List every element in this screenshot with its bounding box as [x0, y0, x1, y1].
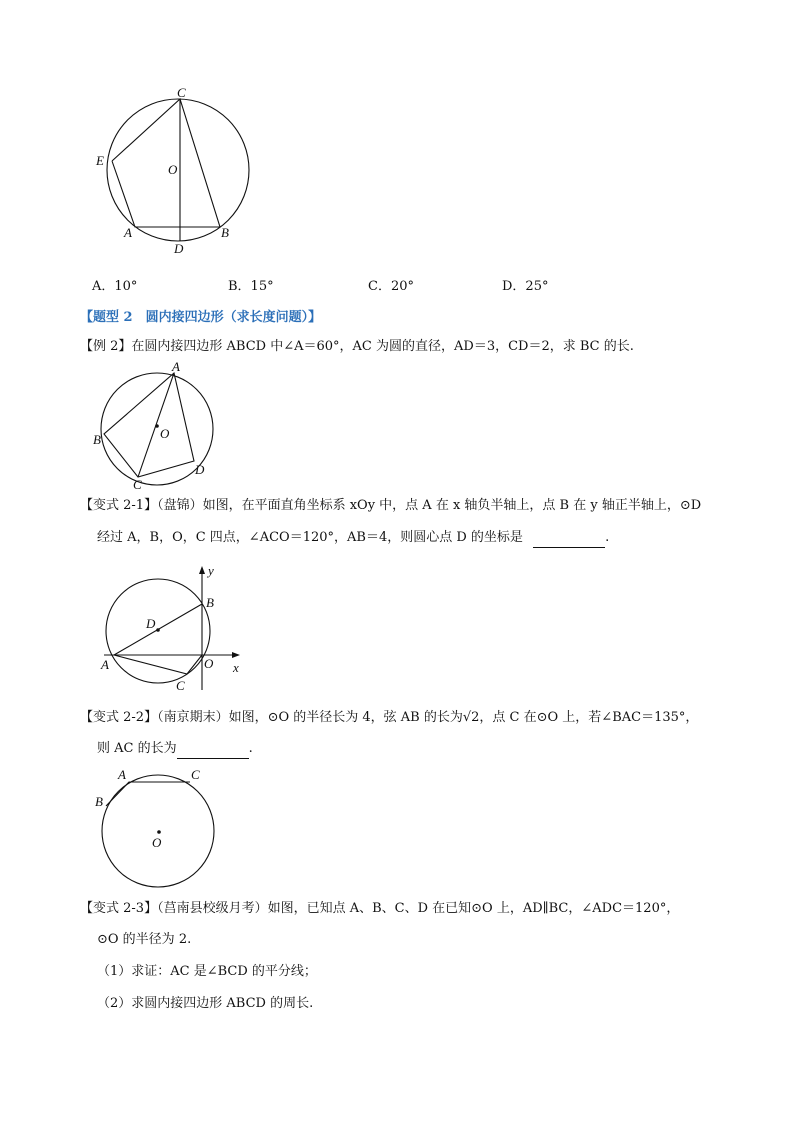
label-O: O — [160, 426, 170, 441]
label-O: O — [204, 656, 214, 671]
variant-2-3-line-2: ⊙O 的半径为 2. — [97, 932, 192, 947]
label-A: A — [172, 360, 180, 374]
choice-b: B．15° — [228, 279, 274, 294]
figure-4-circle-chords — [92, 764, 222, 889]
variant-2-2-period: . — [248, 741, 253, 756]
label-B: B — [95, 794, 103, 809]
figure-1-circle-pentagon — [90, 85, 260, 260]
label-C: C — [191, 767, 200, 782]
label-A: A — [124, 225, 132, 240]
section-title: 【题型 2 圆内接四边形（求长度问题）】 — [80, 310, 322, 325]
label-C: C — [177, 85, 186, 100]
variant-2-1-line-2-text: 经过 A，B，O，C 四点，∠ACO＝120°，AB＝4，则圆心点 D 的坐标是 — [97, 530, 523, 545]
label-C: C — [176, 678, 185, 693]
label-A: A — [118, 767, 126, 782]
label-y: y — [208, 563, 214, 578]
label-B: B — [206, 595, 214, 610]
label-A: A — [101, 657, 109, 672]
choice-d: D．25° — [502, 279, 549, 294]
variant-2-3-line-1: 【变式 2-3】（莒南县校级月考）如图，已知点 A、B、C、D 在已知⊙O 上，AD∥BC，∠ADC＝120°， — [80, 901, 680, 916]
answer-blank-2-1[interactable] — [533, 533, 605, 548]
chords-BAC — [106, 782, 190, 806]
label-O: O — [152, 835, 162, 850]
label-E: E — [96, 153, 104, 168]
variant-2-2-line-2 — [97, 739, 253, 759]
center-dot-O — [157, 830, 161, 834]
y-axis-arrow — [199, 566, 205, 574]
figure-3-coordinate-circle — [90, 562, 250, 694]
variant-2-3-question-1: （1）求证：AC 是∠BCD 的平分线； — [97, 964, 317, 979]
chords-ACO — [114, 655, 202, 674]
label-D: D — [195, 462, 205, 477]
label-D: D — [146, 616, 156, 631]
label-B: B — [221, 225, 229, 240]
x-axis-arrow — [232, 652, 240, 658]
variant-2-2-line-1: 【变式 2-2】（南京期末）如图，⊙O 的半径长为 4，弦 AB 的长为√2，点 C 在⊙O 上，若∠BAC＝135°， — [80, 710, 699, 725]
choice-a: A．10° — [92, 279, 138, 294]
example-2-text: 【例 2】在圆内接四边形 ABCD 中∠A＝60°，AC 为圆的直径，AD＝3，CD＝2，求 BC 的长. — [80, 339, 634, 354]
pentagon-ECBAE — [112, 99, 220, 227]
variant-2-1-line-1: 【变式 2-1】（盘锦）如图，在平面直角坐标系 xOy 中，点 A 在 x 轴负半轴上，点 B 在 y 轴正半轴上，⊙D — [80, 498, 702, 513]
answer-blank-2-2[interactable] — [177, 744, 249, 759]
label-x: x — [233, 660, 239, 675]
label-O: O — [168, 162, 178, 177]
center-dot-D — [156, 628, 160, 632]
label-D: D — [174, 241, 184, 256]
variant-2-1-period: . — [605, 530, 610, 545]
variant-2-2-line-2-text: 则 AC 的长为 — [97, 741, 177, 756]
figure-2-circle-quadrilateral — [88, 360, 218, 490]
label-C: C — [133, 477, 142, 490]
variant-2-1-line-2 — [97, 528, 609, 548]
circle-1 — [107, 99, 249, 241]
variant-2-3-question-2: （2）求圆内接四边形 ABCD 的周长. — [97, 996, 314, 1011]
center-dot-2 — [155, 424, 159, 428]
label-B: B — [93, 432, 101, 447]
choice-c: C．20° — [368, 279, 414, 294]
